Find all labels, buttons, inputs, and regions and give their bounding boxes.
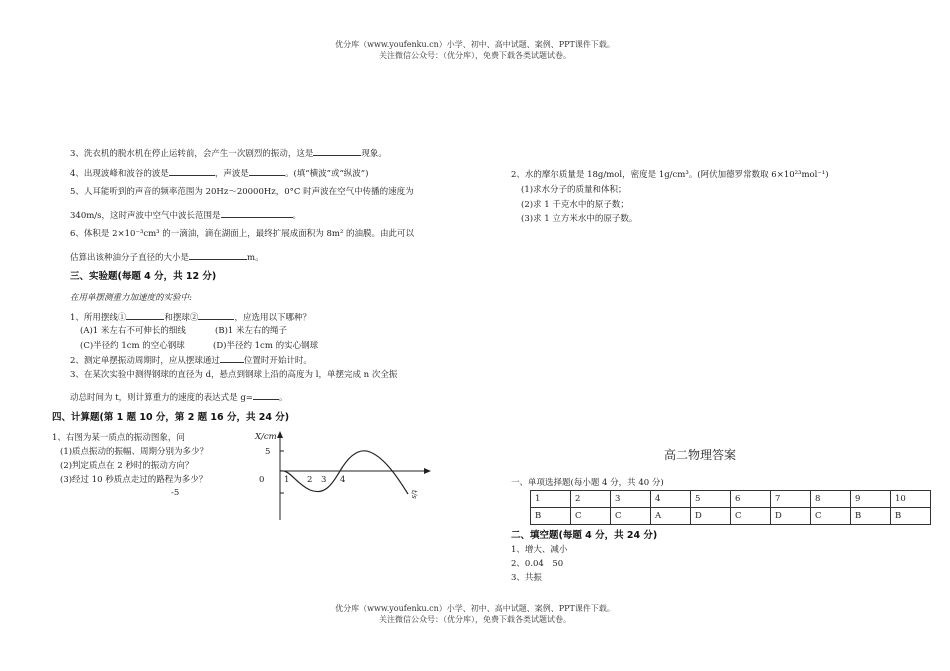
question-3-text: 3、洗衣机的脱水机在停止运转前，会产生一次剧烈的振动，这是 [70,149,314,159]
answer-letter: A [651,508,691,525]
calc-q1: 1、右图为某一质点的振动图象，问 [52,433,185,443]
answer-blank[interactable] [169,166,215,176]
question-4 [70,166,368,179]
graph-tick-1: 1 [284,475,290,485]
answer-table-row [531,491,931,508]
question-2-part-3: (3)求 1 立方米水中的原子数。 [521,214,638,224]
answer-blank[interactable] [220,353,244,363]
question-5-line-1: 5、人耳能听到的声音的频率范围为 20Hz～20000Hz，0°C 时声波在空气中传播的速度为 [70,187,414,197]
graph-y-arrow [277,431,283,438]
answer-letter: B [851,508,891,525]
question-number: 3 [611,491,651,508]
graph-tick-2: 2 [307,475,313,485]
question-number: 5 [691,491,731,508]
answer-section-2: 二、填空题(每题 4 分，共 24 分) [511,530,658,541]
question-4-text: 4、出现波峰和波谷的波是 [70,169,169,179]
answer-section-1: 一、单项选择题(每小题 4 分，共 40 分) [511,478,664,488]
graph-waveform [280,451,408,494]
answer-letter: D [771,508,811,525]
question-number: 1 [531,491,571,508]
answer-letter: B [891,508,931,525]
question-3 [70,146,387,159]
experiment-q3-text: 动总时间为 t，则计算重力的速度的表达式是 g= [70,393,253,403]
experiment-q3-line-2 [70,390,287,403]
graph-t-label: t/s [410,490,418,499]
question-number: 2 [571,491,611,508]
question-6-suffix: m。 [247,253,264,263]
question-3-suffix: 现象。 [361,149,387,159]
answer-blank[interactable] [249,166,285,176]
question-number: 7 [771,491,811,508]
experiment-q1-suffix: ，应选用以下哪种？ [234,313,311,323]
graph-t-arrow [424,468,431,474]
question-number: 9 [851,491,891,508]
question-5-suffix: 。 [292,211,302,221]
answer-letter: C [731,508,771,525]
calc-q1-part-2: (2)判定质点在 2 秒时的振动方向？ [60,461,194,471]
answer-table [530,490,931,525]
answer-table-row [531,508,931,525]
experiment-q2-suffix: 位置时开始计时。 [243,356,312,366]
question-5-line-2 [70,208,301,221]
page-header [0,39,950,61]
question-6-line-2 [70,250,264,263]
answer-blank[interactable] [253,390,279,400]
question-4-mid: ，声波是 [214,169,249,179]
answer-letter: D [691,508,731,525]
answer-letter: C [611,508,651,525]
header-line-2: 关注微信公众号：（优分库），免费下载各类试题试卷。 [379,51,571,60]
section-4-title: 四、计算题(第 1 题 10 分，第 2 题 16 分，共 24 分) [52,412,290,423]
experiment-q3-line-1: 3、在某次实验中测得钢球的直径为 d，悬点到钢球上沿的高度为 l，单摆完成 n 次全振 [70,370,398,380]
question-number: 10 [891,491,931,508]
header-line-1: 优分库（www.youfenku.cn）小学、初中、高中试题、案例、PPT课件下载。 [335,40,615,49]
experiment-q1 [70,310,311,323]
answer-letter: C [571,508,611,525]
option-a: (A)1 米左右不可伸长的细线 [80,326,186,336]
graph-tick-4: 4 [340,475,346,485]
graph-y-positive-label: 5 [265,447,271,457]
graph-y-label: X/cm [255,432,277,442]
experiment-q3-suffix: 。 [278,393,288,403]
question-2-part-1: (1)求水分子的质量和体积； [521,185,627,195]
question-number: 8 [811,491,851,508]
answer-blank[interactable] [189,250,247,260]
graph-tick-3: 3 [321,475,327,485]
experiment-intro: 在用单摆测重力加速度的实验中: [70,293,192,303]
experiment-q2 [70,353,312,366]
question-number: 6 [731,491,771,508]
calc-q1-part-3: (3)经过 10 秒质点走过的路程为多少？ [60,475,208,485]
section-3-title: 三、实验题(每题 4 分，共 12 分) [70,271,217,282]
question-4-suffix: 。(填“横波”或“纵波”) [284,169,369,179]
question-2: 2、水的摩尔质量是 18g/mol，密度是 1g/cm³。(阿伏加德罗常数取 6×10²³mol⁻¹) [511,170,829,180]
footer-line-2: 关注微信公众号：（优分库），免费下载各类试题试卷。 [379,615,571,624]
answer-blank[interactable] [126,310,164,320]
calc-q1-part-1: (1)质点振动的振幅、周期分别为多少？ [60,447,209,457]
experiment-q1-text: 1、所用摆线① [70,313,127,323]
question-5-text: 340m/s，这时声波中空气中波长范围是 [70,211,221,221]
answer-blank[interactable] [198,310,234,320]
page-footer [0,603,950,625]
vibration-graph [250,428,440,523]
graph-origin-label: 0 [259,475,265,485]
option-d: (D)半径约 1cm 的实心钢球 [213,341,319,351]
footer-line-1: 优分库（www.youfenku.cn）小学、初中、高中试题、案例、PPT课件下载。 [335,604,615,613]
experiment-q1-mid: 和摆球② [164,313,199,323]
fill-answer-3: 3、共振 [511,573,542,583]
question-number: 4 [651,491,691,508]
answer-letter: C [811,508,851,525]
fill-answer-1: 1、增大、减小 [511,545,568,555]
answer-blank[interactable] [221,208,293,218]
question-2-part-2: (2)求 1 千克水中的原子数； [521,200,629,210]
graph-y-negative-label: -5 [171,488,180,498]
answer-letter: B [531,508,571,525]
option-c: (C)半径约 1cm 的空心钢球 [80,341,185,351]
answer-key-title: 高二物理答案 [664,448,737,462]
question-6-line-1: 6、体积是 2×10⁻³cm³ 的一滴油，滴在湖面上，最终扩展成面积为 8m² 的油膜。由此可以 [70,229,415,239]
experiment-q2-text: 2、测定单摆振动周期时，应从摆球通过 [70,356,220,366]
question-6-text: 估算出该种油分子直径的大小是 [70,253,190,263]
fill-answer-2: 2、0.04 50 [511,559,564,569]
option-b: (B)1 米左右的绳子 [215,326,287,336]
answer-blank[interactable] [313,146,361,156]
